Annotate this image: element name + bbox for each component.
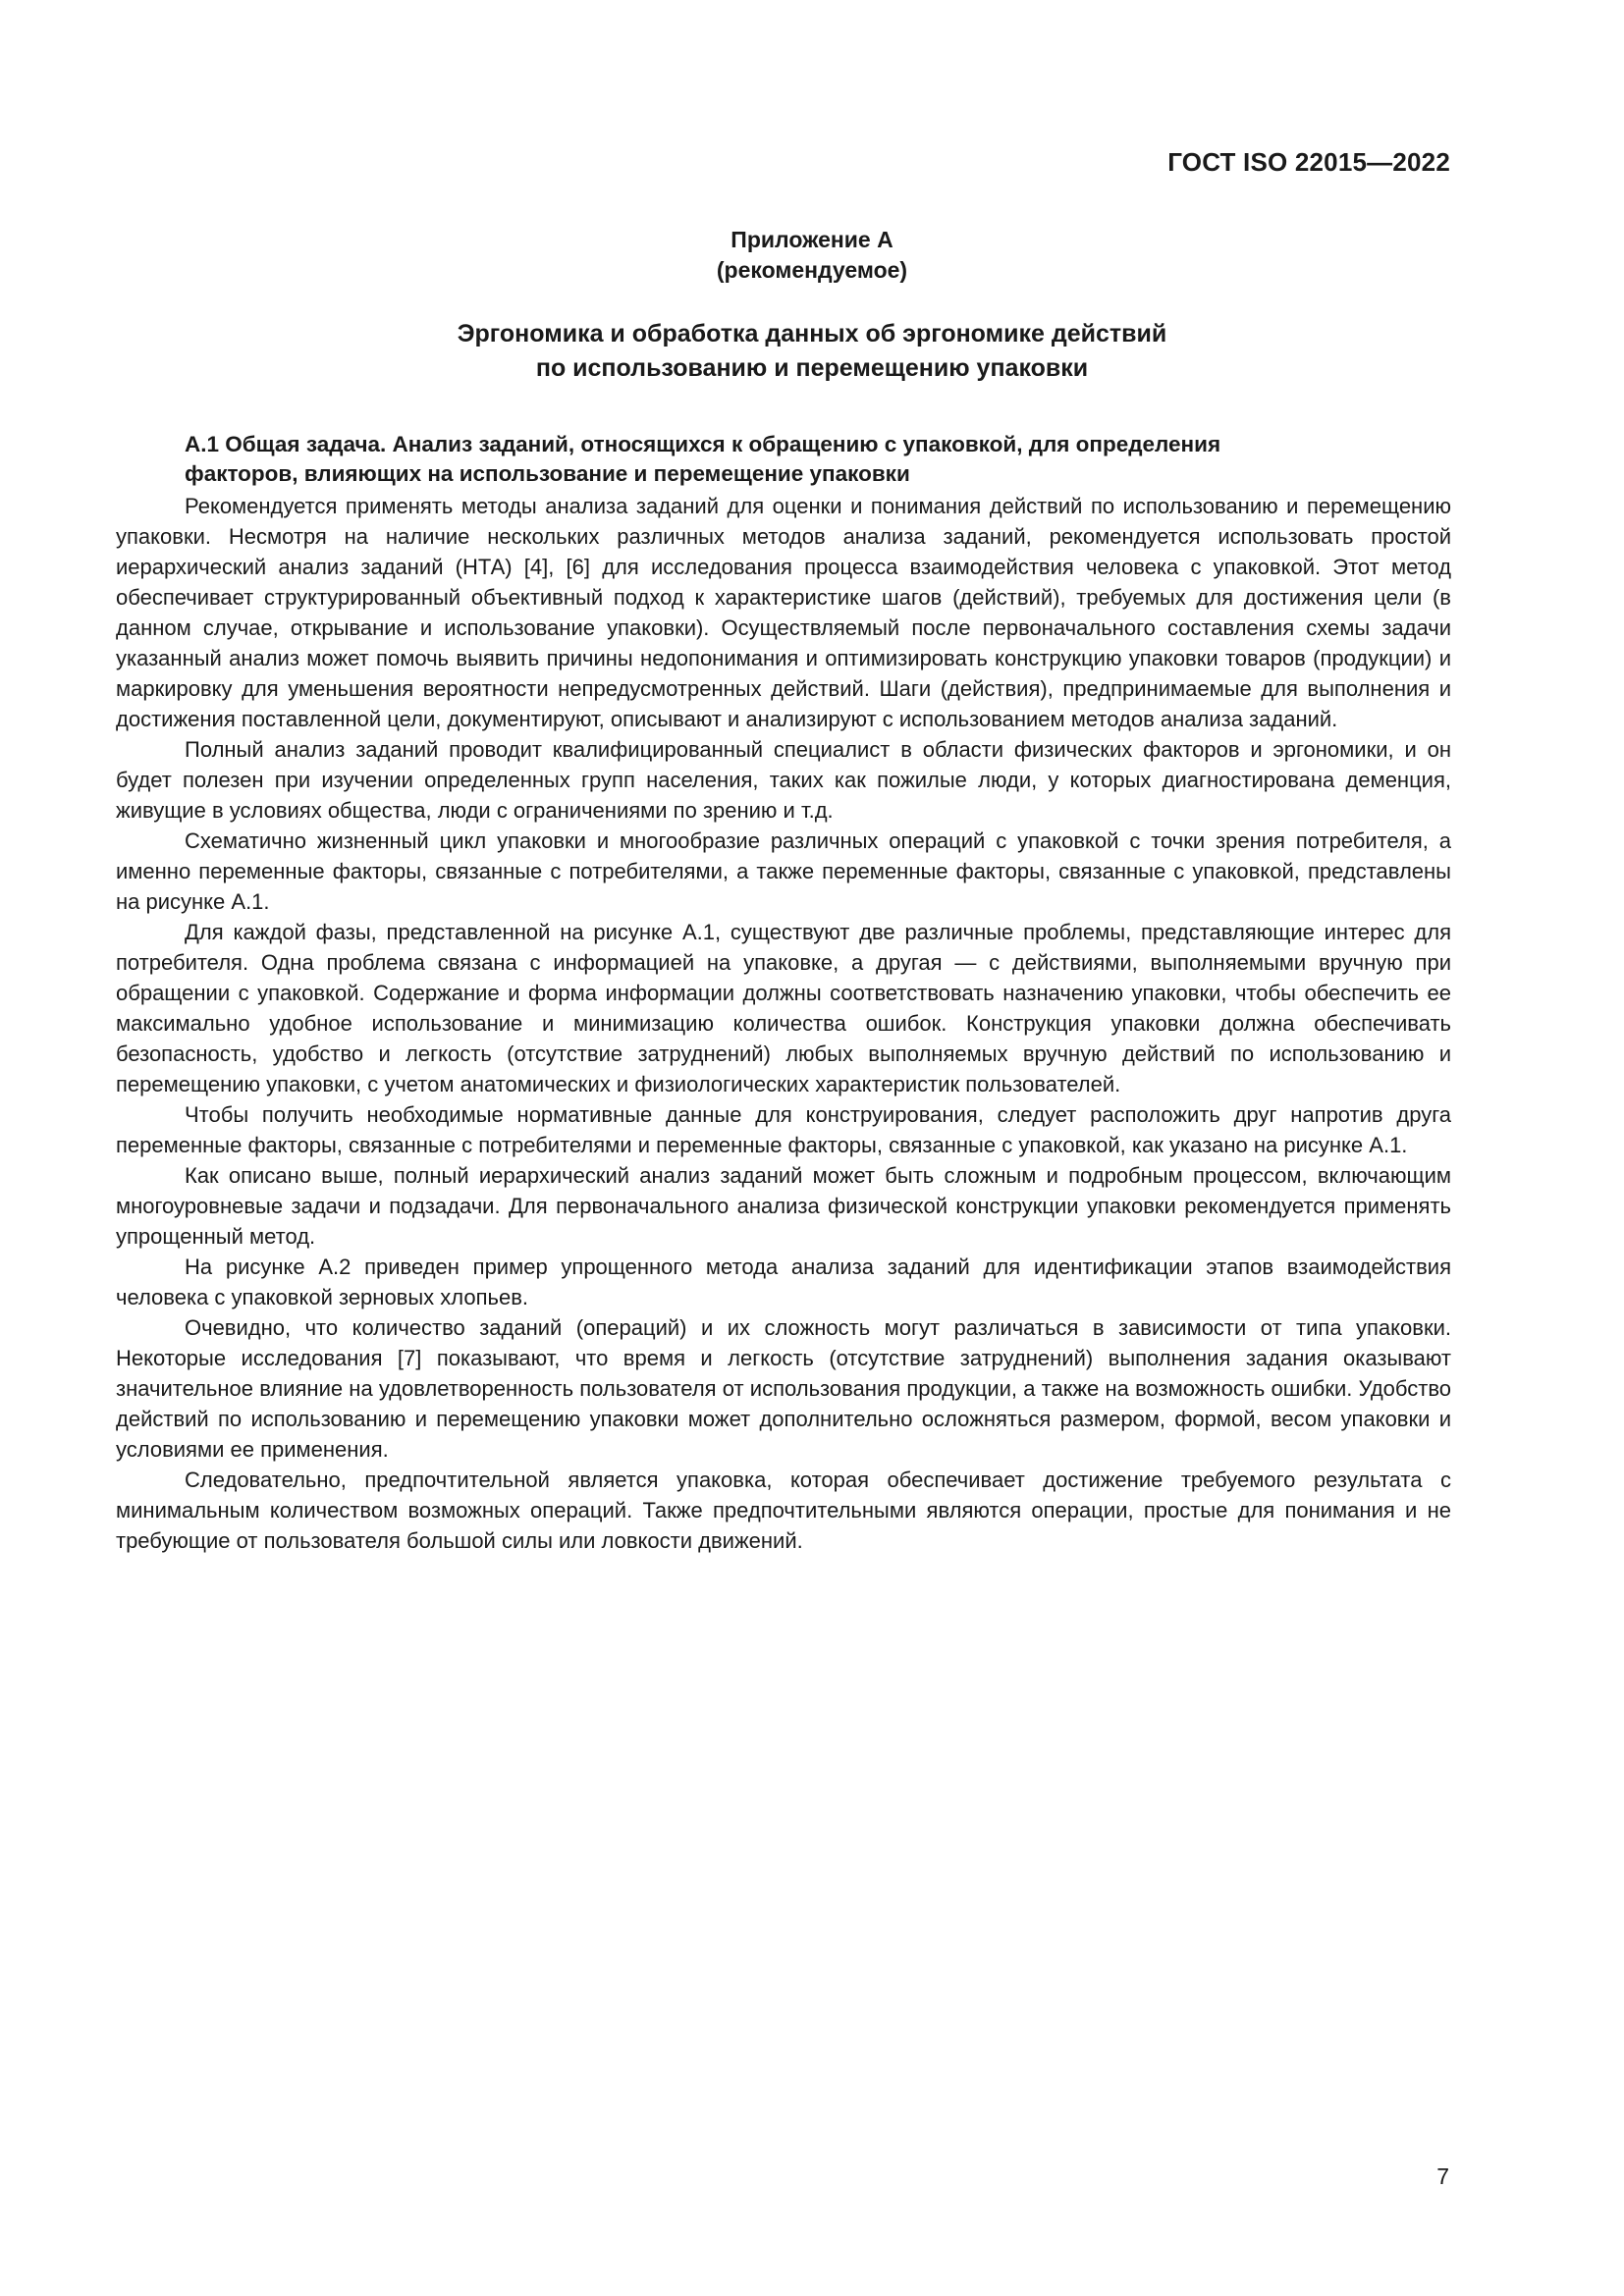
page-title-line-1: Эргономика и обработка данных об эргономике действий xyxy=(457,320,1167,347)
page-title xyxy=(0,317,1624,386)
paragraph: Рекомендуется применять методы анализа заданий для оценки и понимания действий по использованию и перемещению упаковки. Несмотря на наличие нескольких различных методов анализа заданий, рекомендуется использовать простой иерархический анализ заданий (НТА) [4], [6] для исследования процесса взаимодействия человека с упаковкой. Этот метод обеспечивает структурированный объективный подход к характеристике шагов (действий), требуемых для достижения цели (в данном случае, открывание и использование упаковки). Осуществляемый после первоначального составления схемы задачи указанный анализ может помочь выявить причины недопонимания и оптимизировать конструкцию упаковки товаров (продукции) и маркировку для уменьшения вероятности непредусмотренных действий. Шаги (действия), предпринимаемые для выполнения и достижения поставленной цели, документируют, описывают и анализируют с использованием методов анализа заданий. xyxy=(116,494,1451,731)
paragraph: Как описано выше, полный иерархический анализ заданий может быть сложным и подробным процессом, включающим многоуровневые задачи и подзадачи. Для первоначального анализа физической конструкции упаковки рекомендуется применять упрощенный метод. xyxy=(116,1163,1451,1249)
document-code: ГОСТ ISO 22015—2022 xyxy=(1167,147,1450,177)
paragraph: Схематично жизненный цикл упаковки и многообразие различных операций с упаковкой с точки зрения потребителя, а именно переменные факторы, связанные с потребителями, а также переменные факторы, связанные с упаковкой, представлены на рисунке А.1. xyxy=(116,828,1451,914)
paragraph: Чтобы получить необходимые нормативные данные для конструирования, следует расположить друг напротив друга переменные факторы, связанные с потребителями и переменные факторы, связанные с упаковкой, как указано на рисунке А.1. xyxy=(116,1102,1451,1157)
paragraph: На рисунке А.2 приведен пример упрощенного метода анализа заданий для идентификации этапов взаимодействия человека с упаковкой зерновых хлопьев. xyxy=(116,1255,1451,1309)
section-a1 xyxy=(116,430,1451,1556)
appendix-title xyxy=(0,225,1624,286)
section-heading-line-1: А.1 Общая задача. Анализ заданий, относящихся к обращению с упаковкой, для определения xyxy=(185,432,1221,456)
paragraph: Следовательно, предпочтительной является упаковка, которая обеспечивает достижение требуемого результата с минимальным количеством возможных операций. Также предпочтительными являются операции, простые для понимания и не требующие от пользователя большой силы или ловкости движений. xyxy=(116,1468,1451,1553)
page-number: 7 xyxy=(1436,2163,1449,2189)
page-title-line-2: по использованию и перемещению упаковки xyxy=(535,354,1089,382)
appendix-status: (рекомендуемое) xyxy=(716,257,908,283)
paragraph: Для каждой фазы, представленной на рисунке А.1, существуют две различные проблемы, представляющие интерес для потребителя. Одна проблема связана с информацией на упаковке, а другая — с действиями, выполняемыми вручную при обращении с упаковкой. Содержание и форма информации должны соответствовать назначению упаковки, чтобы обеспечить ее максимально удобное использование и минимизацию количества ошибок. Конструкция упаковки должна обеспечивать безопасность, удобство и легкость (отсутствие затруднений) любых выполняемых вручную действий по использованию и перемещению упаковки, с учетом анатомических и физиологических характеристик пользователей. xyxy=(116,920,1451,1096)
section-heading xyxy=(116,430,1451,489)
appendix-label: Приложение А xyxy=(731,227,893,252)
paragraph: Очевидно, что количество заданий (операций) и их сложность могут различаться в зависимости от типа упаковки. Некоторые исследования [7] показывают, что время и легкость (отсутствие затруднений) выполнения задания оказывают значительное влияние на удовлетворенность пользователя от использования продукции, а также на возможность ошибки. Удобство действий по использованию и перемещению упаковки может дополнительно осложняться размером, формой, весом упаковки и условиями ее применения. xyxy=(116,1315,1451,1462)
section-heading-line-2: факторов, влияющих на использование и перемещение упаковки xyxy=(185,461,910,486)
paragraph: Полный анализ заданий проводит квалифицированный специалист в области физических факторов и эргономики, и он будет полезен при изучении определенных групп населения, таких как пожилые люди, у которых диагностирована деменция, живущие в условиях общества, люди с ограничениями по зрению и т.д. xyxy=(116,737,1451,823)
